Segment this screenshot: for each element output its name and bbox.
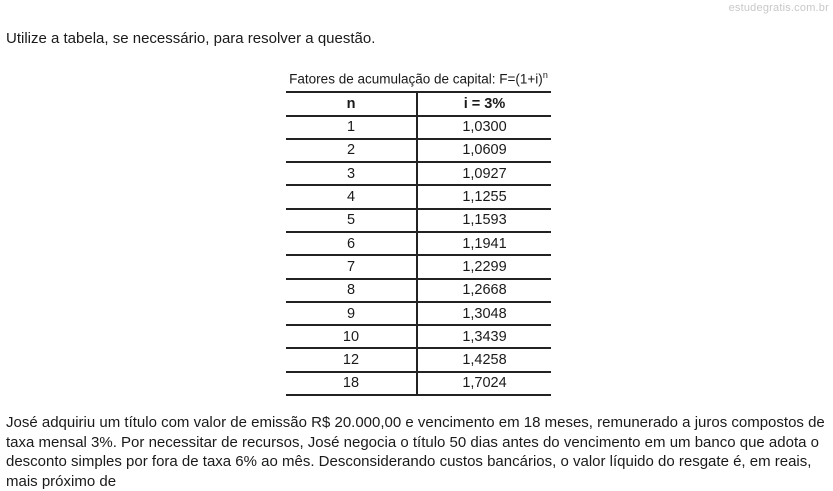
table-caption [286,70,551,87]
cell-n: 12 [286,348,417,371]
cell-factor: 1,1593 [417,209,551,232]
accumulation-factor-table-block [286,70,551,396]
table-body [286,116,551,396]
header-rate: i = 3% [417,92,551,116]
intro-text: Utilize a tabela, se necessário, para resolver a questão. [6,30,376,47]
cell-factor: 1,0300 [417,116,551,139]
question-text: José adquiriu um título com valor de emissão R$ 20.000,00 e vencimento em 18 meses, remunerado a juros compostos de taxa mensal 3%. Por necessitar de recursos, José negocia o título 50 dias antes do vencimento em um banco que adota o desconto simples por fora de taxa 6% ao mês. Desconsiderando custos bancários, o valor líquido do resgate é, em reais, mais próximo de [6,414,825,490]
table-row [286,372,551,395]
cell-n: 9 [286,302,417,325]
table-row [286,116,551,139]
table-row [286,185,551,208]
table-header-row [286,92,551,116]
cell-n: 7 [286,255,417,278]
cell-factor: 1,4258 [417,348,551,371]
cell-factor: 1,2299 [417,255,551,278]
table-row [286,302,551,325]
cell-n: 5 [286,209,417,232]
cell-n: 8 [286,279,417,302]
cell-n: 6 [286,232,417,255]
table-caption-main: Fatores de acumulação de capital: F=(1+i) [289,71,543,87]
cell-factor: 1,0927 [417,162,551,185]
table-row [286,348,551,371]
cell-factor: 1,3048 [417,302,551,325]
cell-factor: 1,7024 [417,372,551,395]
table-caption-exponent: n [542,70,548,80]
table-row [286,279,551,302]
table-row [286,232,551,255]
cell-factor: 1,3439 [417,325,551,348]
cell-factor: 1,2668 [417,279,551,302]
cell-n: 10 [286,325,417,348]
table-row [286,325,551,348]
cell-factor: 1,1941 [417,232,551,255]
cell-factor: 1,1255 [417,185,551,208]
cell-n: 3 [286,162,417,185]
cell-n: 2 [286,139,417,162]
table-row [286,209,551,232]
header-n: n [286,92,417,116]
accumulation-factor-table [286,91,551,397]
cell-n: 4 [286,185,417,208]
table-row [286,139,551,162]
table-row [286,255,551,278]
site-watermark: estudegratis.com.br [728,2,829,14]
table-row [286,162,551,185]
cell-n: 18 [286,372,417,395]
cell-n: 1 [286,116,417,139]
cell-factor: 1,0609 [417,139,551,162]
